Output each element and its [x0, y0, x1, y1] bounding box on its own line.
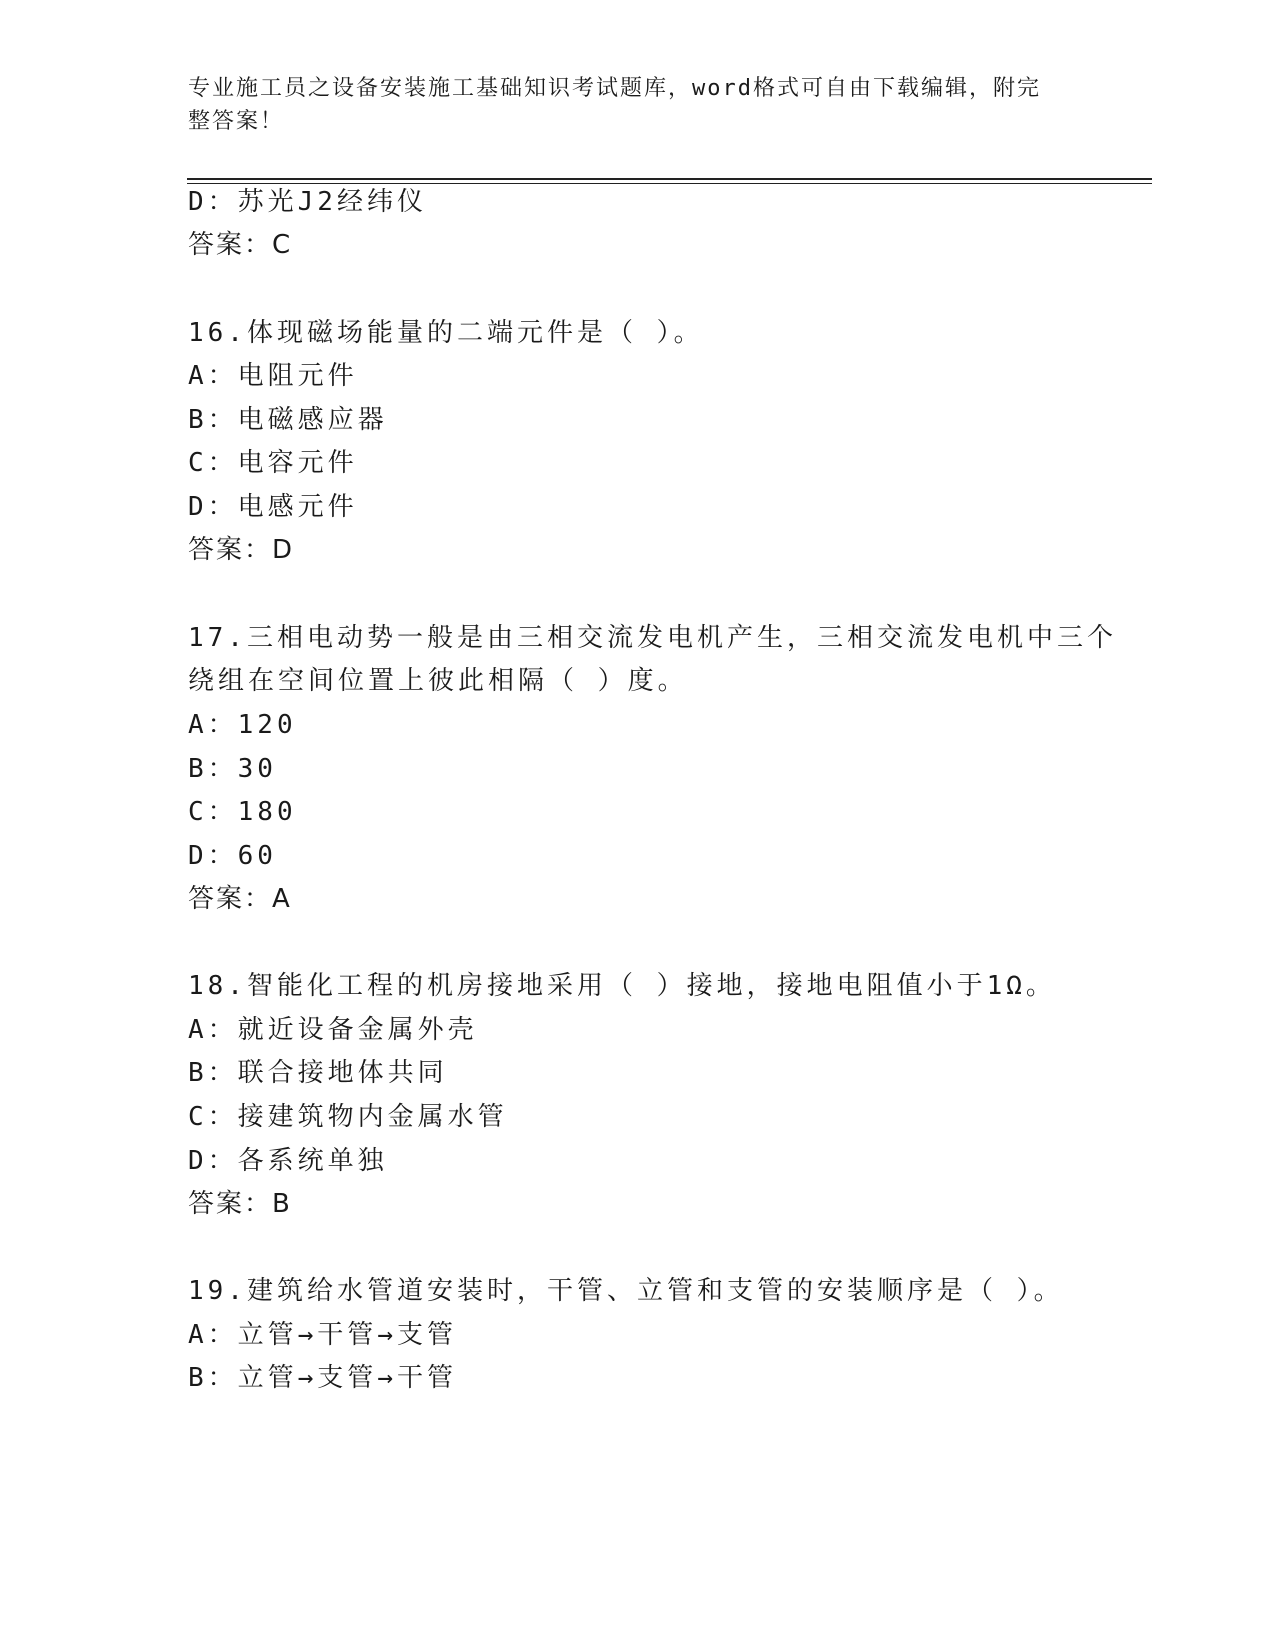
- q17-stem-line-2: 绕组在空间位置上彼此相隔（ ）度。: [188, 666, 688, 696]
- q19-option-b: B：立管→支管→干管: [188, 1363, 457, 1393]
- header-divider-thick: [187, 178, 1152, 180]
- q18-option-a: A：就近设备金属外壳: [188, 1015, 478, 1045]
- q18-option-d: D：各系统单独: [188, 1146, 388, 1176]
- q19-option-a: A：立管→干管→支管: [188, 1320, 457, 1350]
- header-divider-thin: [187, 183, 1152, 184]
- q16-option-d: D：电感元件: [188, 492, 358, 522]
- q16-answer: 答案：D: [188, 535, 295, 565]
- header-line-1: 专业施工员之设备安装施工基础知识考试题库，word格式可自由下载编辑，附完: [188, 76, 1041, 101]
- q16-stem: 16.体现磁场能量的二端元件是（ ）。: [188, 318, 704, 348]
- q19-stem: 19.建筑给水管道安装时，干管、立管和支管的安装顺序是（ ）。: [188, 1276, 1064, 1306]
- document-header: [188, 72, 1088, 138]
- q16-option-a: A：电阻元件: [188, 361, 358, 391]
- q16-option-b: B：电磁感应器: [188, 405, 388, 435]
- q18-option-b: B：联合接地体共同: [188, 1058, 448, 1088]
- q18-option-c: C：接建筑物内金属水管: [188, 1102, 508, 1132]
- q17-option-b: B：30: [188, 754, 277, 784]
- header-line-2: 整答案！: [188, 109, 285, 134]
- q17-answer: 答案：A: [188, 884, 292, 914]
- q18-stem: 18.智能化工程的机房接地采用（ ）接地，接地电阻值小于1Ω。: [188, 971, 1056, 1001]
- q17-option-c: C：180: [188, 797, 297, 827]
- q17-option-d: D：60: [188, 841, 277, 871]
- q15-answer: 答案：C: [188, 230, 293, 260]
- q17-stem-line-1: 17.三相电动势一般是由三相交流发电机产生，三相交流发电机中三个: [188, 623, 1117, 653]
- q18-answer: 答案：B: [188, 1189, 292, 1219]
- q16-option-c: C：电容元件: [188, 448, 358, 478]
- q15-option-d: D：苏光J2经纬仪: [188, 187, 427, 217]
- q17-option-a: A：120: [188, 710, 297, 740]
